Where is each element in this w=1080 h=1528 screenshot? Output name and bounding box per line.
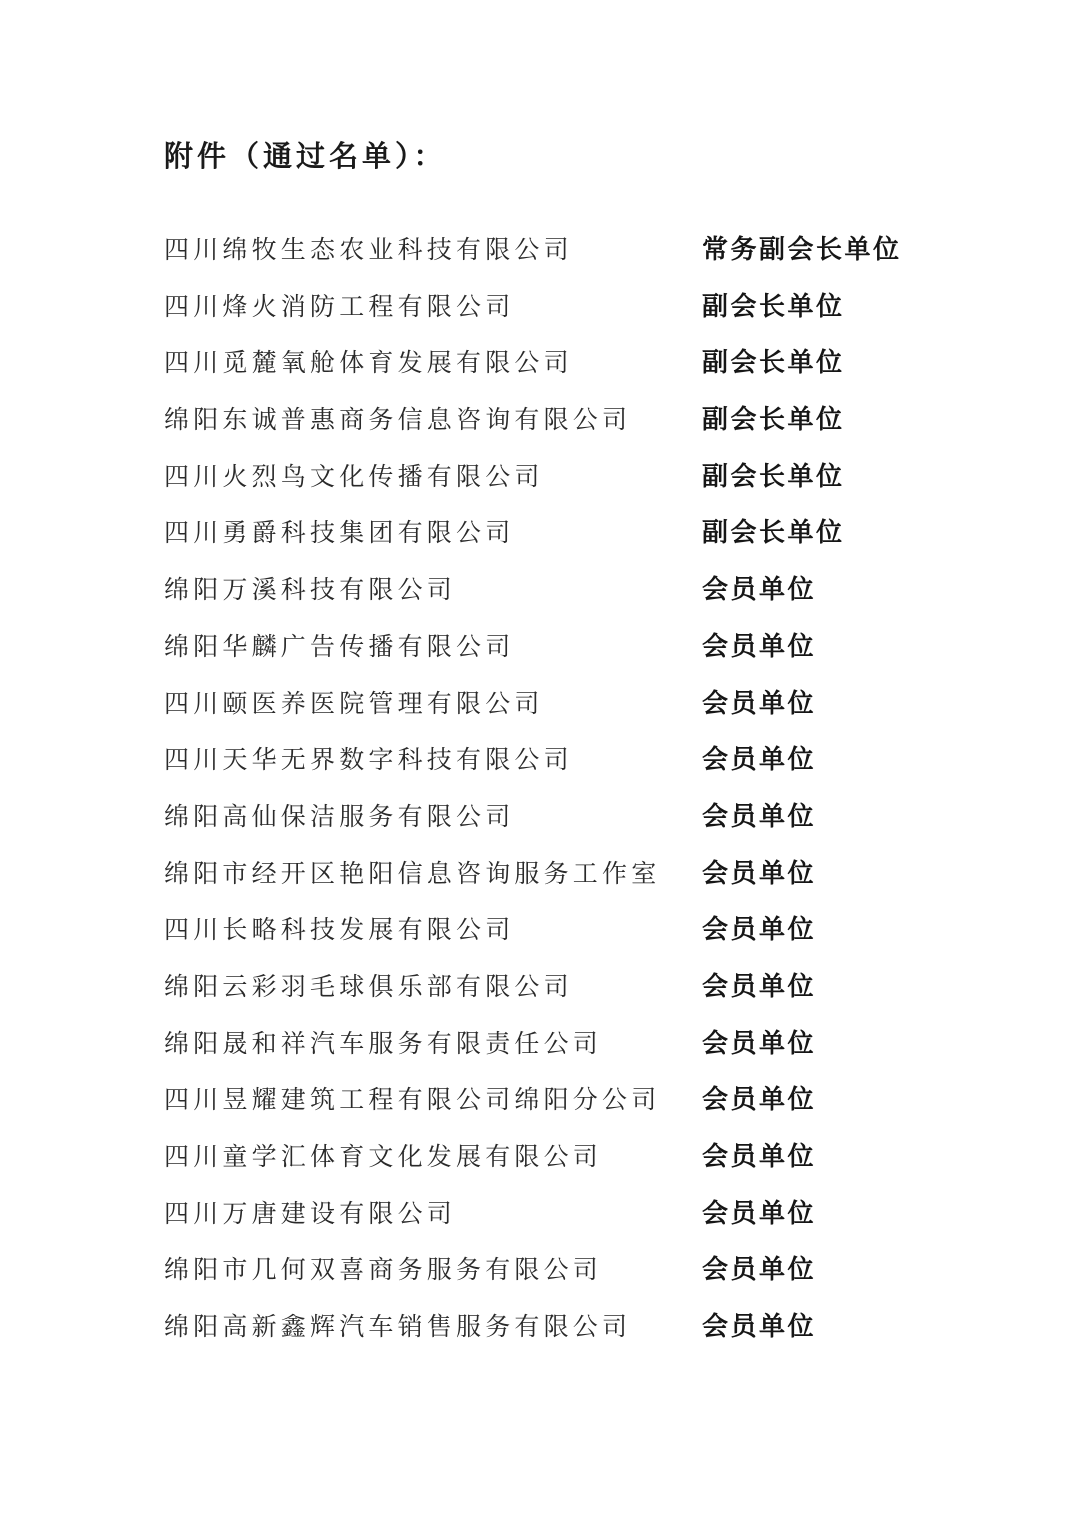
- company-name: 四川长略科技发展有限公司: [164, 915, 515, 945]
- list-item: [164, 963, 924, 1020]
- company-name: 四川天华无界数字科技有限公司: [164, 745, 573, 775]
- member-role: 会员单位: [702, 1085, 817, 1116]
- list-item: [164, 793, 924, 850]
- member-role: 会员单位: [702, 1312, 817, 1343]
- company-name: 绵阳云彩羽毛球俱乐部有限公司: [164, 971, 573, 1001]
- member-role: 会员单位: [702, 915, 817, 946]
- member-role: 副会长单位: [702, 291, 845, 322]
- company-name: 绵阳高新鑫辉汽车销售服务有限公司: [164, 1312, 632, 1342]
- list-item: [164, 396, 924, 453]
- list-item: [164, 1303, 924, 1360]
- list-item: [164, 1076, 924, 1133]
- company-name: 四川觅麓氧舱体育发展有限公司: [164, 348, 573, 378]
- company-name: 四川火烈鸟文化传播有限公司: [164, 461, 544, 491]
- member-role: 会员单位: [702, 1198, 817, 1229]
- company-name: 四川童学汇体育文化发展有限公司: [164, 1142, 603, 1171]
- list-item: [164, 226, 924, 283]
- company-name: 绵阳晟和祥汽车服务有限责任公司: [164, 1028, 603, 1058]
- company-name: 四川颐医养医院管理有限公司: [164, 688, 544, 718]
- member-role: 会员单位: [702, 1255, 817, 1286]
- company-name: 四川昱耀建筑工程有限公司绵阳分公司: [164, 1085, 661, 1115]
- member-role: 副会长单位: [702, 518, 845, 549]
- member-role: 副会长单位: [702, 461, 845, 492]
- list-item: [164, 566, 924, 623]
- member-role: 副会长单位: [702, 405, 845, 436]
- list-item: [164, 1190, 924, 1247]
- member-role: 常务副会长单位: [702, 235, 902, 265]
- company-name: 四川万唐建设有限公司: [164, 1198, 457, 1228]
- member-role: 会员单位: [702, 1142, 817, 1172]
- list-item: [164, 906, 924, 963]
- list-item: [164, 680, 924, 737]
- member-role: 会员单位: [702, 745, 817, 776]
- member-list: [164, 226, 924, 1360]
- company-name: 四川绵牧生态农业科技有限公司: [164, 235, 573, 264]
- list-item: [164, 736, 924, 793]
- member-role: 会员单位: [702, 688, 817, 719]
- list-item: [164, 283, 924, 340]
- list-item: [164, 1133, 924, 1190]
- company-name: 绵阳东诚普惠商务信息咨询有限公司: [164, 405, 632, 435]
- company-name: 四川烽火消防工程有限公司: [164, 291, 515, 321]
- page-title: 附件（通过名单）：: [164, 139, 447, 173]
- company-name: 绵阳万溪科技有限公司: [164, 575, 457, 605]
- list-item: [164, 339, 924, 396]
- company-name: 绵阳市经开区艳阳信息咨询服务工作室: [164, 858, 661, 888]
- company-name: 绵阳市几何双喜商务服务有限公司: [164, 1255, 603, 1285]
- list-item: [164, 623, 924, 680]
- company-name: 四川勇爵科技集团有限公司: [164, 518, 515, 548]
- list-item: [164, 1246, 924, 1303]
- member-role: 会员单位: [702, 575, 817, 606]
- member-role: 会员单位: [702, 1028, 817, 1059]
- member-role: 会员单位: [702, 631, 817, 662]
- list-item: [164, 453, 924, 510]
- member-role: 会员单位: [702, 858, 817, 889]
- list-item: [164, 850, 924, 907]
- member-role: 副会长单位: [702, 348, 845, 379]
- company-name: 绵阳高仙保洁服务有限公司: [164, 801, 515, 831]
- member-role: 会员单位: [702, 801, 817, 832]
- company-name: 绵阳华麟广告传播有限公司: [164, 631, 515, 661]
- list-item: [164, 509, 924, 566]
- member-role: 会员单位: [702, 971, 817, 1002]
- list-item: [164, 1020, 924, 1077]
